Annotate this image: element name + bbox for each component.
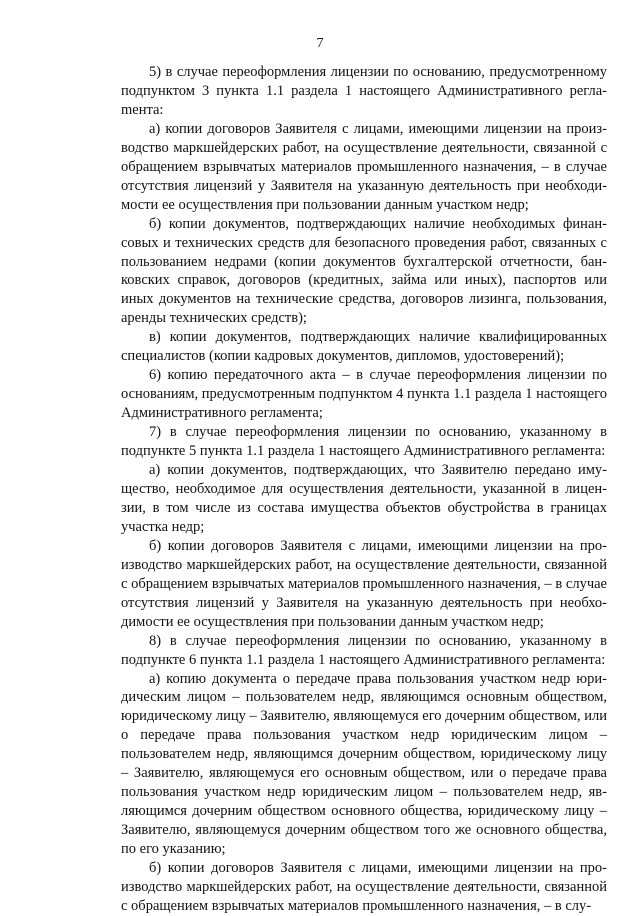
paragraph-item-7a: а) копии документов, подтверждающих, что Заявителю передано имущество, необходимое для осуществления деятельности, указанной в лицензии, в том числе из состава имущества объектов обустройства в границах участка недр;: [121, 462, 607, 535]
paragraph-item-5: 5) в случае переоформления лицензии по основанию, предусмотренному подпунктом 3 пункта 1.1 раздела 1 настоящего Административного реглаmента:: [121, 64, 607, 118]
paragraph-item-5v: в) копии документов, подтверждающих наличие квалифицированных специалистов (копии кадровых документов, дипломов, удостоверений);: [121, 329, 607, 365]
paragraph-item-8a: а) копию документа о передаче права пользования участком недр юридическим лицом – пользователем недр, являющимся основным обществом, юридическому лицу – Заявителю, являющемуся его дочерним обществом, или о передаче права пользования участком недр юридическим лицом – пользователем недр, являющимся дочерним обществом, юридическому лицу – Заявителю, являющемуся его основным обществом, или о передаче права пользования участком недр юридическим лицом – пользователем недр, являющимся дочерним обществом основного общества, юридическому лицу – Заявителю, являющемуся дочерним обществом того же основного общества, по его указанию;: [121, 670, 607, 858]
paragraph-item-7b: б) копии договоров Заявителя с лицами, имеющими лицензии на производство маркшейдерских работ, на осуществление деятельности, связанной с обращением взрывчатых материалов промышленного назначения, – в случае отсутствия лицензий у Заявителя на указанную деятельность при необходимости ее осуществления при пользовании данным участком недр;: [121, 537, 607, 630]
paragraph-item-5a: а) копии договоров Заявителя с лицами, имеющими лицензии на производство маркшейдерских работ, на осуществление деятельности, связанной с обращением взрывчатых материалов промышленного назначения, – в случае отсутствия лицензий у Заявителя на указанную деятельность при необходимости ее осуществления при пользовании данным участком недр;: [121, 120, 607, 213]
paragraph-item-8: 8) в случае переоформления лицензии по основанию, указанному в подпункте 6 пункта 1.1 раздела 1 настоящего Административного регламента:: [121, 632, 607, 668]
paragraph-item-7: 7) в случае переоформления лицензии по основанию, указанному в подпункте 5 пункта 1.1 раздела 1 настоящего Административного регламента:: [121, 424, 607, 460]
paragraph-item-5b: б) копии документов, подтверждающих наличие необходимых финансовых и технических средств для безопасного проведения работ, связанных с пользованием недрами (копии документов бухгалтерской отчетности, банковских справок, договоров (кредитных, займа или иных), паспортов или иных документов на технические средства, договоров лизинга, пользования, аренды технических средств);: [121, 215, 607, 327]
paragraph-item-6: 6) копию передаточного акта – в случае переоформления лицензии по основаниям, предусмотренным подпунктом 4 пункта 1.1 раздела 1 настоящего Административного регламента;: [121, 367, 607, 422]
page-number: 7: [316, 36, 324, 51]
document-body: [121, 63, 607, 916]
paragraph-item-8b: б) копии договоров Заявителя с лицами, имеющими лицензии на производство маркшейдерских работ, на осуществление деятельности, связанной с обращением взрывчатых материалов промышленного назначения, – в слу-: [121, 860, 607, 914]
